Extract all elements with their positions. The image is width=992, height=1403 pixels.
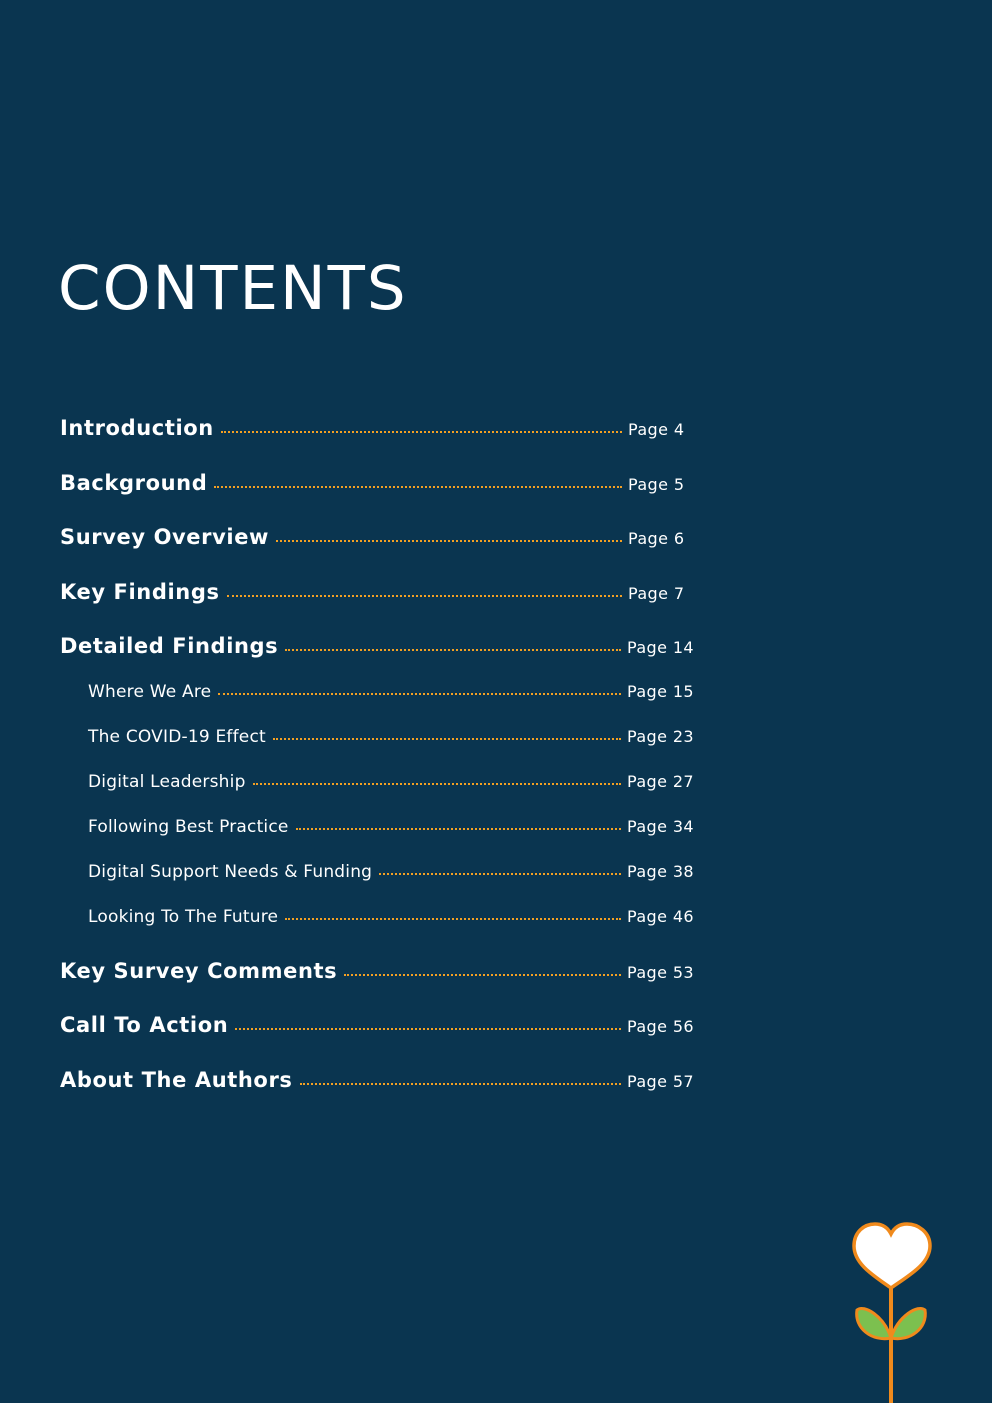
toc-entry-page: Page 7 xyxy=(628,584,685,603)
toc-entry-label: Key Findings xyxy=(60,580,220,604)
dotted-leader xyxy=(300,1083,622,1085)
dotted-leader xyxy=(285,649,621,651)
heart-flower-icon xyxy=(846,1218,938,1403)
toc-entry-about-authors[interactable] xyxy=(60,1068,694,1092)
toc-entry-page: Page 23 xyxy=(627,727,694,746)
toc-subentry-support-funding[interactable] xyxy=(88,862,694,882)
toc-entry-page: Page 53 xyxy=(627,963,694,982)
dotted-leader xyxy=(276,540,622,542)
toc-entry-key-findings[interactable] xyxy=(60,580,694,604)
toc-subentry-digital-leadership[interactable] xyxy=(88,772,694,792)
toc-entry-call-to-action[interactable] xyxy=(60,1013,694,1037)
toc-entry-page: Page 57 xyxy=(627,1072,694,1091)
toc-entry-page: Page 38 xyxy=(627,862,694,881)
page-title: CONTENTS xyxy=(58,253,408,324)
toc-entry-label: Introduction xyxy=(60,416,214,440)
toc-entry-label: The COVID-19 Effect xyxy=(88,727,266,747)
toc-entry-label: Background xyxy=(60,471,208,495)
toc-entry-page: Page 34 xyxy=(627,817,694,836)
toc-entry-page: Page 27 xyxy=(627,772,694,791)
dotted-leader xyxy=(218,693,621,695)
heart xyxy=(854,1224,930,1288)
toc-entry-label: Following Best Practice xyxy=(88,817,289,837)
dotted-leader xyxy=(296,828,621,830)
toc-entry-page: Page 5 xyxy=(628,475,685,494)
dotted-leader xyxy=(227,595,622,597)
dotted-leader xyxy=(214,486,622,488)
toc-entry-label: Digital Leadership xyxy=(88,772,246,792)
toc-entry-detailed-findings[interactable] xyxy=(60,634,694,658)
toc-entry-label: Call To Action xyxy=(60,1013,229,1037)
leaf-right xyxy=(891,1308,925,1338)
toc-entry-introduction[interactable] xyxy=(60,416,694,440)
dotted-leader xyxy=(253,783,621,785)
toc-entry-label: Where We Are xyxy=(88,682,212,702)
toc-entry-page: Page 56 xyxy=(627,1017,694,1036)
toc-entry-label: Looking To The Future xyxy=(88,907,279,927)
toc-entry-label: Detailed Findings xyxy=(60,634,279,658)
toc-entry-page: Page 6 xyxy=(628,529,685,548)
toc-entry-label: Key Survey Comments xyxy=(60,959,338,983)
toc-entry-label: Digital Support Needs & Funding xyxy=(88,862,373,882)
toc-entry-page: Page 46 xyxy=(627,907,694,926)
toc-entry-page: Page 4 xyxy=(628,420,685,439)
dotted-leader xyxy=(344,974,621,976)
toc-subentry-covid-effect[interactable] xyxy=(88,727,694,747)
toc-subentry-future[interactable] xyxy=(88,907,694,927)
toc-entry-page: Page 14 xyxy=(627,638,694,657)
toc-subentry-where-we-are[interactable] xyxy=(88,682,694,702)
leaf-left xyxy=(857,1308,891,1338)
toc-entry-page: Page 15 xyxy=(627,682,694,701)
dotted-leader xyxy=(285,918,621,920)
toc-entry-label: About The Authors xyxy=(60,1068,293,1092)
dotted-leader xyxy=(221,431,622,433)
toc-entry-label: Survey Overview xyxy=(60,525,270,549)
toc-entry-key-survey-comments[interactable] xyxy=(60,959,694,983)
dotted-leader xyxy=(379,873,621,875)
toc-subentry-best-practice[interactable] xyxy=(88,817,694,837)
dotted-leader xyxy=(273,738,621,740)
toc-entry-background[interactable] xyxy=(60,471,694,495)
dotted-leader xyxy=(235,1028,621,1030)
toc-entry-survey-overview[interactable] xyxy=(60,525,694,549)
